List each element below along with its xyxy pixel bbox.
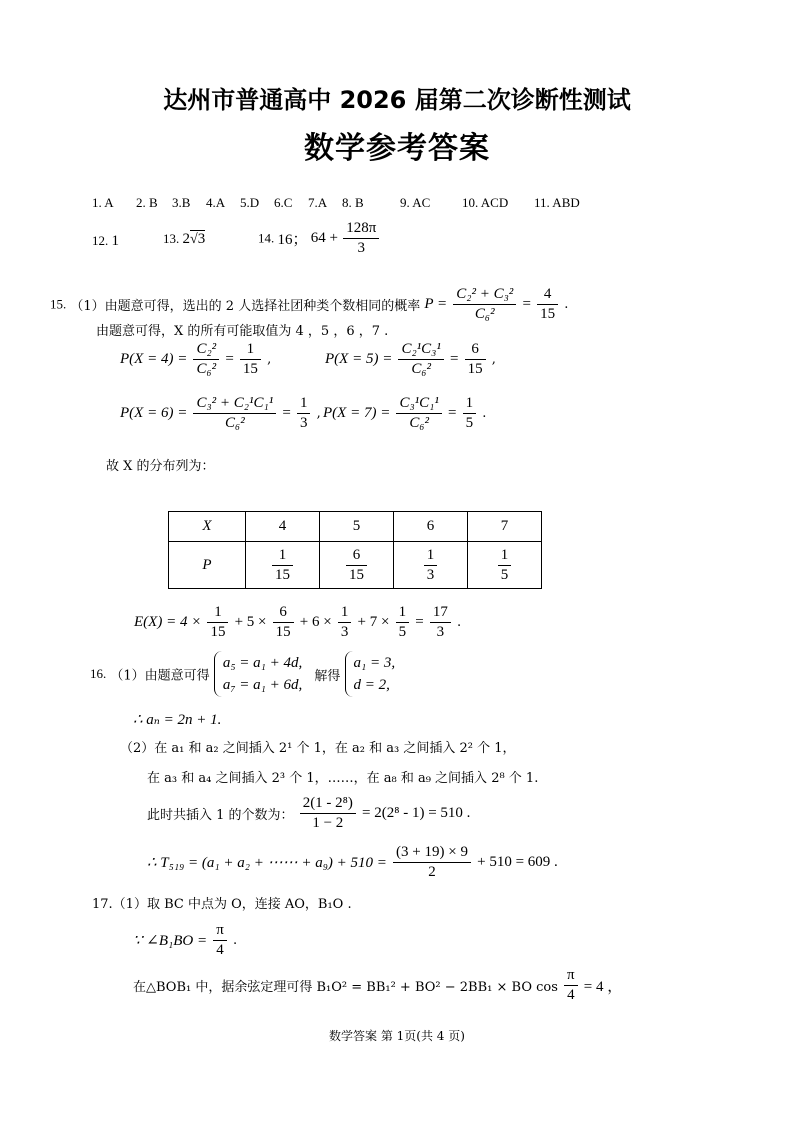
fraction: $\frac{6}{15}$ xyxy=(273,604,294,641)
fraction: $\frac{1}{3}$ xyxy=(338,604,352,641)
page-subtitle: 数学参考答案 xyxy=(304,131,490,166)
fraction: $\frac{1}{3}$ xyxy=(424,547,438,584)
equation-system: a₅ = a₁ + 4d, a₇ = a₁ + 6d, xyxy=(214,651,302,697)
distribution-table xyxy=(168,511,542,589)
answer-14: 14. 16； 64 + $\frac{128\pi}{3}$ xyxy=(258,220,381,257)
fraction: $\frac{1}{15}$ xyxy=(272,547,293,584)
q17-line1: 17.（1）取 BC 中点为 O，连接 AO，B₁O . xyxy=(92,897,352,912)
answer-8: 8. B xyxy=(342,195,364,210)
fraction: $\frac{1}{3}$ xyxy=(297,395,311,432)
fraction: $\frac{\text{2(1 - 2⁸)}}{1 - 2}$ xyxy=(300,795,356,832)
q17-cosine: 在△BOB₁ 中，据余弦定理可得 B₁O² = BB₁² + BO² − 2BB₁ × BO cos $\frac{\pi}{4}$ = 4 ， xyxy=(133,967,623,1003)
table-cell: 7 xyxy=(468,512,542,542)
fraction: $\frac{6}{15}$ xyxy=(346,547,367,584)
q15-px4: P(X = 4) = $\frac{\text{C₂²}}{\text{C₆²}}$ = $\frac{1}{15}$ , xyxy=(120,341,272,377)
fraction: $\frac{128\pi}{3}$ xyxy=(343,220,379,257)
table-cell: 5 xyxy=(320,512,394,542)
fraction: $\frac{1}{15}$ xyxy=(240,341,261,378)
fraction: $\frac{\pi}{4}$ xyxy=(564,967,578,1004)
q17-angle: ∵ ∠B₁BO = $\frac{\pi}{4}$ . xyxy=(133,922,238,958)
q15-line2: 由题意可得，X 的所有可能取值为 4 ，5 ，6 ，7 . xyxy=(96,324,389,339)
answer-2: 2. B xyxy=(136,195,158,210)
answer-12: 12. 1 xyxy=(92,233,119,249)
fraction: $\frac{(3 + 19) \times 9}{2}$ xyxy=(393,844,471,881)
table-cell: 4 xyxy=(246,512,320,542)
answer-4: 4.A xyxy=(206,195,226,210)
q15-px6: P(X = 6) = $\frac{\text{C₃² + C₂¹C₁¹}}{\text{C₆²}}$ = $\frac{1}{3}$ , xyxy=(120,395,321,431)
table-header-cell: P xyxy=(169,542,246,589)
q15-part1: 15. （1）由题意可得，选出的 2 人选择社团种类个数相同的概率 P = $\frac{\text{C₂² + C₃²}}{\text{C₆²}}$ = $\frac{4}{15}$ . xyxy=(50,286,569,322)
q15-px7: P(X = 7) = $\frac{\text{C₃¹C₁¹}}{\text{C₆²}}$ = $\frac{1}{5}$ . xyxy=(323,395,487,431)
fraction: $\frac{\text{C₂² + C₃²}}{\text{C₆²}}$ xyxy=(453,286,516,323)
answer-6: 6.C xyxy=(274,195,293,210)
fraction: $\frac{1}{5}$ xyxy=(498,547,512,584)
answer-1: 1. A xyxy=(92,195,114,210)
q16-sum: ∴ T₅₁₉ = (a₁ + a₂ + ⋯⋯ + a₉) + 510 = $\frac{(3 + 19) \times 9}{2}$ + 510 = 609 . xyxy=(147,844,558,880)
fraction: $\frac{4}{15}$ xyxy=(537,286,558,323)
fraction: $\frac{\text{C₃¹C₁¹}}{\text{C₆²}}$ xyxy=(396,395,441,432)
q15-px5: P(X = 5) = $\frac{\text{C₂¹C₃¹}}{\text{C₆²}}$ = $\frac{6}{15}$ , xyxy=(325,341,496,377)
table-header-cell: X xyxy=(169,512,246,542)
fraction: $\frac{6}{15}$ xyxy=(465,341,486,378)
fraction: $\frac{\text{C₂²}}{\text{C₆²}}$ xyxy=(193,341,219,378)
answer-13: 13. 2√3 xyxy=(163,231,206,247)
equation-system: a₁ = 3, d = 2, xyxy=(345,651,396,697)
table-cell xyxy=(394,542,468,589)
q16-part2-line1: （2）在 a₁ 和 a₂ 之间插入 2¹ 个 1，在 a₂ 和 a₃ 之间插入 2² 个 1， xyxy=(120,741,516,756)
fraction: $\frac{17}{3}$ xyxy=(430,604,451,641)
table-cell xyxy=(320,542,394,589)
table-cell: 6 xyxy=(394,512,468,542)
q16-part1: 16. （1）由题意可得 a₅ = a₁ + 4d, a₇ = a₁ + 6d, 解得 a₁ = 3, d = 2, xyxy=(90,651,395,697)
q15-dist-intro: 故 X 的分布列为： xyxy=(106,459,215,474)
table-cell xyxy=(468,542,542,589)
fraction: $\frac{1}{5}$ xyxy=(396,604,410,641)
answer-9: 9. AC xyxy=(400,195,431,210)
table-cell xyxy=(246,542,320,589)
answer-7: 7.A xyxy=(308,195,328,210)
table-row xyxy=(169,542,542,589)
answer-10: 10. ACD xyxy=(462,195,509,210)
table-row xyxy=(169,512,542,542)
fraction: $\frac{\text{C₂¹C₃¹}}{\text{C₆²}}$ xyxy=(398,341,443,378)
answer-3: 3.B xyxy=(172,195,191,210)
sqrt-symbol: √3 xyxy=(190,231,206,247)
page-title: 达州市普通高中 2026 届第二次诊断性测试 xyxy=(163,86,631,114)
fraction: $\frac{\text{C₃² + C₂¹C₁¹}}{\text{C₆²}}$ xyxy=(193,395,276,432)
fraction: $\frac{\pi}{4}$ xyxy=(213,922,227,959)
q16-part2-line2: 在 a₃ 和 a₄ 之间插入 2³ 个 1，……，在 a₈ 和 a₉ 之间插入 2⁸ 个 1. xyxy=(147,771,539,786)
fraction: $\frac{1}{5}$ xyxy=(463,395,477,432)
q16-count: 此时共插入 1 的个数为： $\frac{\text{2(1 - 2⁸)}}{1 - 2}$ = 2(2⁸ - 1) = 510 . xyxy=(147,795,471,831)
page-footer: 数学答案 第 1页(共 4 页) xyxy=(329,1029,465,1043)
q16-an: ∴ aₙ = 2n + 1. xyxy=(133,712,222,728)
fraction: $\frac{1}{15}$ xyxy=(207,604,228,641)
q15-expectation: E(X) = 4 × $\frac{1}{15}$ + 5 × $\frac{6}{15}$ + 6 × $\frac{1}{3}$ + 7 × $\frac{1}{5}$ = $\frac{17}{3}$ . xyxy=(134,604,462,640)
answer-5: 5.D xyxy=(240,195,260,210)
answer-11: 11. ABD xyxy=(534,195,580,210)
